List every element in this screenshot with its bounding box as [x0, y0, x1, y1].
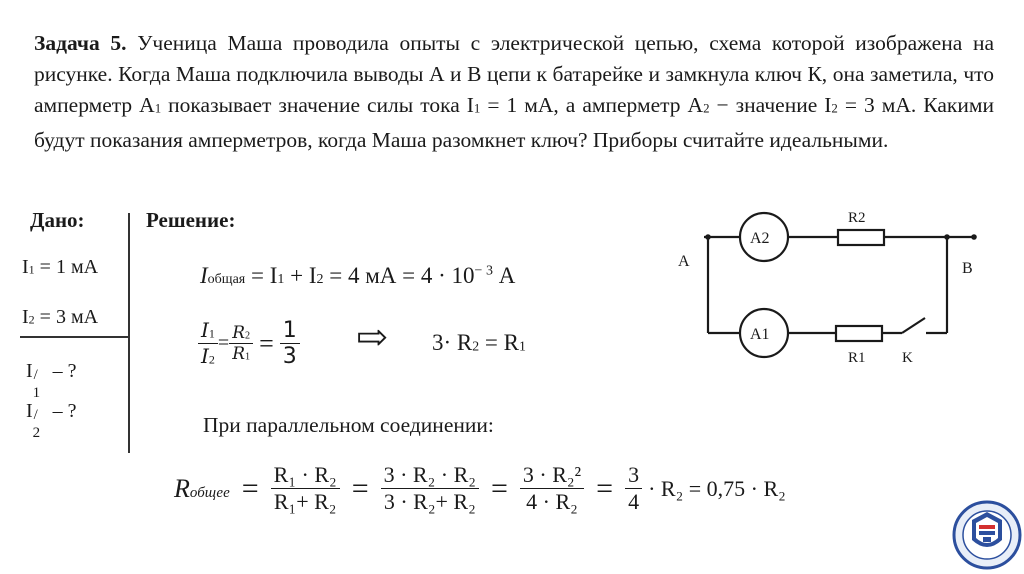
parallel-note: При параллельном соединении:: [203, 413, 494, 437]
formula1-plus: + I: [284, 263, 317, 288]
given-divider-horizontal: [20, 336, 128, 338]
olympiad-emblem-icon: [952, 498, 1022, 572]
label-a: A: [678, 253, 690, 270]
formula4-den4: 4: [628, 489, 640, 514]
problem-text-1: Ученица Маша проводила опыты с электрической цепью, схема которой изображена на рисунке. Когда Маша подключила выводы А и В цепи к батарейке и замкнула ключ К, она заметила, что амперметр А: [34, 31, 994, 117]
unknown-i1-symbol: I: [26, 360, 33, 382]
problem-sub-1: 1: [154, 101, 162, 116]
problem-statement: [34, 28, 994, 156]
problem-title: Задача 5.: [34, 31, 127, 55]
unknown-i2-question: – ?: [52, 400, 77, 422]
label-key: K: [902, 350, 913, 366]
unknown-i2-symbol: I: [26, 400, 33, 422]
formula1-sub: общая: [207, 272, 246, 287]
formula-total-resistance: Rобщее = $\frac{\text{R₁ · R₂}}{\text{R₁+ R₂}}$ = $\frac{\text{3 · R₂ · R₂}}{\text{3 · R₂+ R₂}}$ = $\frac{\text{3 · R₂²}}{\text{4 · R₂}}$ = $\frac{3}{4}$ · R₂ = 0,75 · R₂: [174, 462, 786, 514]
formula4-num3: 3 · R₂²: [520, 462, 584, 489]
node-a: [705, 234, 711, 240]
formula1-unit: А: [492, 263, 516, 288]
solution-heading: Решение:: [146, 208, 236, 232]
formula3-sub: 2: [472, 338, 480, 354]
formula-r1-r2: [432, 330, 526, 356]
ratio-three: 3: [282, 344, 297, 369]
label-r1: R1: [848, 350, 866, 366]
resistor-r1: [836, 326, 882, 341]
formula1-i: I: [200, 263, 208, 288]
ratio-r2: R: [232, 323, 245, 343]
formula4-tail: · R₂ = 0,75 · R₂: [648, 475, 786, 501]
problem-sub-2: 1: [473, 101, 481, 116]
problem-text-5: = 3 мА. Какими будут показания амперметров, когда Маша разомкнет ключ? Приборы считайте идеальными.: [34, 93, 994, 152]
formula3-eq: = R: [479, 330, 519, 355]
formula4-num2: 3 · R₂ · R₂: [381, 462, 479, 489]
ratio-r1-sub: 1: [245, 351, 251, 363]
formula1-s2: 2: [316, 272, 324, 287]
given-divider-vertical: [128, 213, 130, 453]
ratio-i1: I: [201, 318, 209, 342]
implies-arrow-icon: ⇨: [356, 317, 388, 359]
problem-sub-3: 2: [703, 101, 710, 116]
ratio-i2-sub: 2: [208, 352, 215, 367]
label-b: B: [962, 260, 973, 277]
given-i1-value: = 1 мА: [34, 256, 99, 278]
label-r2: R2: [848, 210, 866, 226]
formula4-num4: 3: [625, 462, 642, 489]
formula4-den3: 4 · R₂: [526, 489, 578, 514]
given-i2-symbol: I: [22, 306, 29, 328]
terminal-b: [971, 234, 977, 240]
ratio-r2-sub: 2: [245, 330, 251, 342]
problem-text-3: = 1 мА, а амперметр А: [480, 93, 704, 117]
unknown-i2-sub: 2: [32, 425, 41, 441]
given-unknown-i2: I / 2 – ?: [26, 400, 77, 441]
formula4-sub: общее: [189, 484, 230, 501]
label-ammeter-a1: A1: [750, 326, 770, 343]
given-heading: Дано:: [30, 208, 85, 232]
problem-text-4: − значение I: [709, 93, 832, 117]
formula-ratio: $\frac{I_1}{I_2}$ = $\frac{R_2}{R_1}$ = $\frac{1}{3}$: [198, 318, 300, 369]
circuit-diagram: [670, 200, 990, 390]
given-i2-value: = 3 мА: [34, 306, 99, 328]
resistor-r2: [838, 230, 884, 245]
given-i1: [22, 256, 98, 279]
formula1-s1: 1: [277, 272, 285, 287]
formula1-value: = 4 мА = 4 · 10: [323, 263, 475, 288]
formula4-den1: R₁+ R₂: [273, 489, 337, 514]
ratio-i2: I: [201, 344, 209, 368]
given-i2-sub: 2: [28, 312, 35, 327]
formula3-lhs: 3· R: [432, 330, 473, 355]
formula3-sub2: 1: [518, 338, 526, 354]
node-right: [944, 234, 950, 240]
formula4-r: R: [174, 473, 190, 503]
given-i1-symbol: I: [22, 256, 29, 278]
key-switch: [902, 318, 925, 333]
ratio-i1-sub: 1: [208, 326, 215, 341]
formula4-num1: R₁ · R₂: [271, 462, 340, 489]
formula1-eq: = I: [245, 263, 278, 288]
formula1-exponent: − 3: [474, 263, 493, 279]
unknown-i1-sub: 1: [32, 385, 41, 401]
formula-total-current: [200, 263, 515, 289]
label-ammeter-a2: A2: [750, 230, 770, 247]
ratio-one: 1: [280, 318, 300, 344]
given-i2: [22, 306, 98, 329]
formula4-den2: 3 · R₂+ R₂: [383, 489, 476, 514]
problem-sub-4: 2: [831, 101, 838, 116]
ratio-r1: R: [232, 344, 245, 364]
given-unknown-i1: I / 1 – ?: [26, 360, 77, 401]
unknown-i1-question: – ?: [52, 360, 77, 382]
given-i1-sub: 1: [28, 262, 35, 277]
problem-text-2: показывает значение силы тока I: [161, 93, 474, 117]
